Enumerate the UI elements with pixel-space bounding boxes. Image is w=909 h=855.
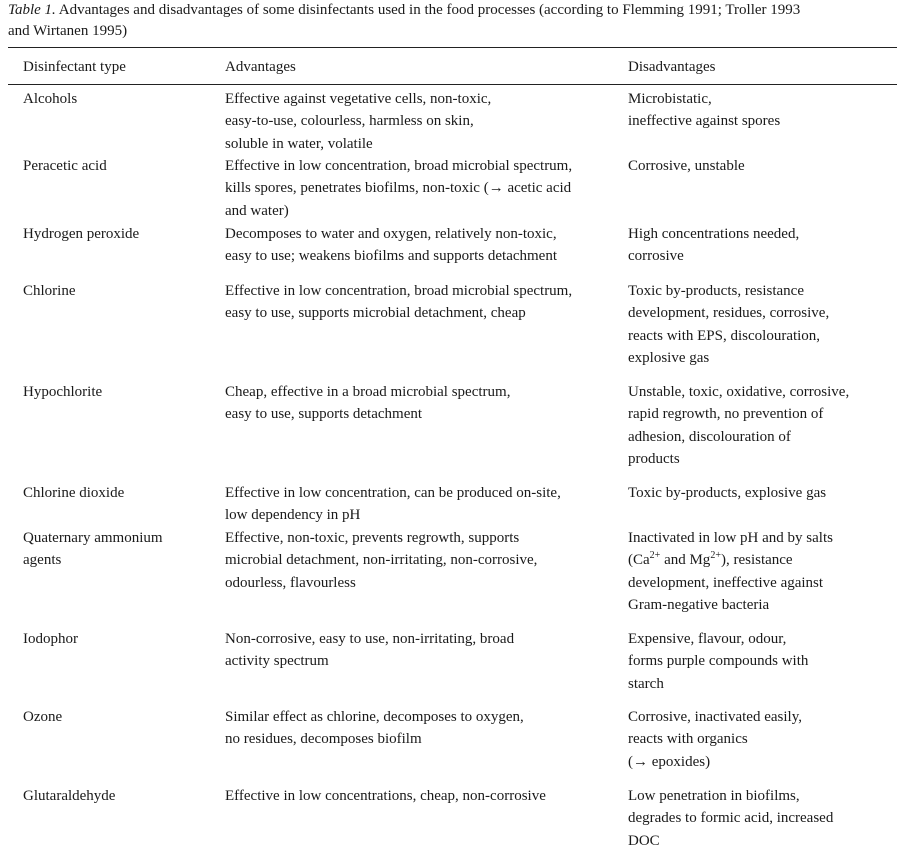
cell-disadvantages [628,88,903,133]
cell-disinfectant-type [23,155,218,177]
table-caption [8,0,903,42]
cell-line: Corrosive, inactivated easily, [628,709,802,725]
cell-line: Iodophor [23,631,78,647]
cell-line: easy to use, supports microbial detachment, cheap [225,305,526,322]
cell-disinfectant-type [23,381,218,403]
cell-line: agents [23,552,62,569]
cell-line: forms purple compounds with [628,653,809,670]
cell-line: ineffective against spores [628,113,781,130]
cell-line: starch [628,675,664,692]
table-top-rule [8,47,897,48]
cell-line: Effective in low concentration, can be produced on-site, [225,485,561,501]
caption-line [8,0,903,21]
cell-line: easy to use, supports detachment [225,406,423,423]
header-disinfectant-type: Disinfectant type [23,59,126,75]
cell-advantages [225,628,623,673]
cell-line: Expensive, flavour, odour, [628,631,787,647]
cell-advantages [225,785,623,807]
cell-line: Inactivated in low pH and by salts [628,530,833,546]
cell-line: Unstable, toxic, oxidative, corrosive, [628,384,850,400]
cell-line: Gram-negative bacteria [628,596,770,613]
cell-advantages [225,280,623,325]
cell-advantages [225,482,623,527]
caption-label: Table 1. [8,2,56,18]
cell-line: development, ineffective against [628,574,824,591]
cell-line: corrosive [628,248,684,265]
cell-disadvantages [628,381,903,470]
cell-disadvantages [628,628,903,695]
cell-line: Peracetic acid [23,158,107,174]
cell-disadvantages [628,280,903,369]
cell-line: easy-to-use, colourless, harmless on skin, [225,113,474,130]
cell-line: Toxic by-products, resistance [628,283,804,299]
cell-line: Effective against vegetative cells, non-toxic, [225,91,492,107]
cell-disadvantages [628,155,903,177]
cell-line: Hypochlorite [23,384,103,400]
cell-line: Glutaraldehyde [23,788,116,804]
cell-line: High concentrations needed, [628,226,800,242]
cell-line: odourless, flavourless [225,574,356,591]
cell-line: adhesion, discolouration of [628,428,791,445]
cell-line: Alcohols [23,91,78,107]
cell-line: Similar effect as chlorine, decomposes to oxygen, [225,709,524,725]
cell-line: Effective, non-toxic, prevents regrowth, supports [225,530,520,546]
cell-line: Decomposes to water and oxygen, relatively non-toxic, [225,226,557,242]
cell-disinfectant-type [23,706,218,728]
cell-advantages [225,223,623,268]
cell-line: Ozone [23,709,63,725]
cell-line: Corrosive, unstable [628,158,745,174]
cell-line: Toxic by-products, explosive gas [628,485,827,501]
cell-disadvantages [628,527,903,616]
caption-text: Advantages and disadvantages of some disinfectants used in the food processes (according to Flemming 1991; Troller 1993 [58,2,801,18]
cell-line: degrades to formic acid, increased [628,810,834,827]
cell-line: Effective in low concentration, broad microbial spectrum, [225,158,573,174]
cell-disinfectant-type [23,527,218,572]
cell-line: (→ epoxides) [628,753,711,770]
cell-line: Cheap, effective in a broad microbial spectrum, [225,384,511,400]
cell-line: reacts with organics [628,731,748,748]
cell-advantages [225,381,623,426]
cell-advantages [225,88,623,155]
cell-line: Chlorine [23,283,76,299]
cell-line: activity spectrum [225,653,329,670]
cell-line: soluble in water, volatile [225,135,373,152]
cell-line: Non-corrosive, easy to use, non-irritating, broad [225,631,515,647]
cell-disinfectant-type [23,628,218,650]
cell-line: low dependency in pH [225,507,361,524]
cell-disinfectant-type [23,785,218,807]
cell-line: microbial detachment, non-irritating, non-corrosive, [225,552,538,569]
cell-line: easy to use; weakens biofilms and supports detachment [225,248,558,265]
cell-line: rapid regrowth, no prevention of [628,406,824,423]
cell-line: products [628,450,680,467]
cell-disadvantages [628,785,903,852]
cell-advantages [225,155,623,222]
cell-line: kills spores, penetrates biofilms, non-toxic (→ acetic acid [225,180,572,197]
cell-line: ($Ca^{2+}$ and $Mg^{2+}$), resistance [628,550,793,569]
cell-line: Microbistatic, [628,91,712,107]
cell-disinfectant-type [23,482,218,504]
cell-line: Hydrogen peroxide [23,226,140,242]
cell-line: Effective in low concentration, broad microbial spectrum, [225,283,573,299]
cell-line: Quaternary ammonium [23,530,163,546]
cell-advantages [225,706,623,751]
cell-disadvantages [628,482,903,504]
cell-line: and water) [225,202,289,219]
cell-line: reacts with EPS, discolouration, [628,327,821,344]
cell-disinfectant-type [23,88,218,110]
table-header-rule [8,84,897,85]
header-disadvantages: Disadvantages [628,59,716,75]
cell-line: development, residues, corrosive, [628,305,830,322]
caption-line: and Wirtanen 1995) [8,23,128,39]
cell-disadvantages [628,223,903,268]
cell-line: Chlorine dioxide [23,485,125,501]
header-advantages: Advantages [225,59,296,75]
cell-line: explosive gas [628,349,710,366]
cell-line: DOC [628,832,660,849]
cell-disinfectant-type [23,280,218,302]
cell-line: no residues, decomposes biofilm [225,731,422,748]
cell-line: Effective in low concentrations, cheap, non-corrosive [225,788,546,804]
cell-disinfectant-type [23,223,218,245]
cell-line: Low penetration in biofilms, [628,788,800,804]
cell-disadvantages [628,706,903,773]
cell-advantages [225,527,623,594]
